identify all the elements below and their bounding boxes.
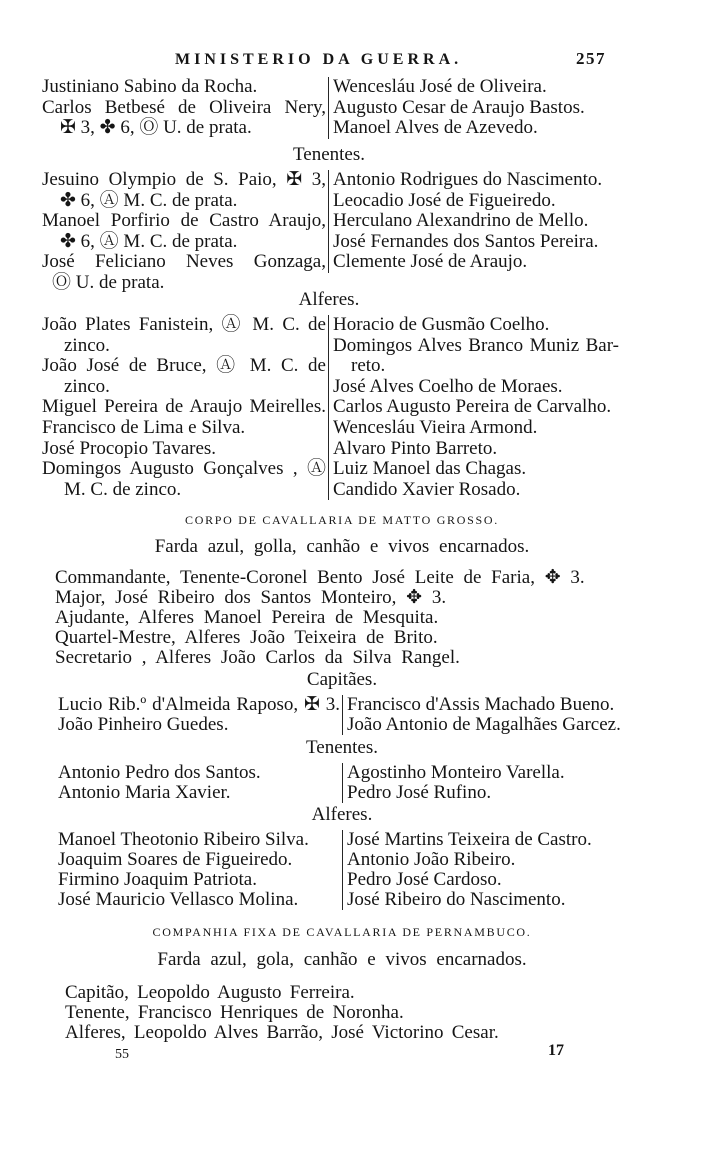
officer-entry: Firmino Joaquim Patriota. [58,869,257,890]
officer-entry: Augusto Cesar de Araujo Bastos. [333,96,585,118]
staff-entry: Commandante, Tenente-Coronel Bento José Leite de Faria, ✥ 3. [55,567,585,588]
officer-entry: Francisco de Lima e Silva. [42,416,246,438]
staff-entry: Alferes, Leopoldo Alves Barrão, José Victorino Cesar. [65,1022,499,1043]
officer-entry: José Procopio Tavares. [42,437,217,459]
officer-entry: José Fernandes dos Santos Pereira. [333,230,599,252]
officer-entry: Luiz Manoel das Chagas. [333,458,527,480]
staff-list-mato-grosso [55,568,675,668]
officer-entry: Antonio Rodrigues do Nascimento. [333,169,603,190]
officer-entry: Carlos Betbesé de Oliveira Nery, [42,96,326,118]
officer-entry: Manoel Alves de Azevedo. [333,117,538,139]
right-column [328,315,619,500]
officer-entry-continuation: zinco. [64,375,110,397]
officer-entry: João Pinheiro Guedes. [58,714,229,735]
rank-heading-tenentes: Tenentes. [305,737,378,758]
officer-entry-continuation: Ⓞ U. de prata. [52,271,165,293]
right-column [342,695,629,735]
rank-heading-tenentes: Tenentes. [292,144,365,165]
section-title-mato-grosso: CORPO DE CAVALLARIA DE MATTO GROSSO. [185,513,499,527]
staff-entry: Major, José Ribeiro dos Santos Monteiro, ✥ 3. [55,587,447,608]
officer-entry: José Alves Coelho de Moraes. [333,375,563,397]
officer-entry: Francisco d'Assis Machado Bueno. [347,694,615,715]
page-number: 257 [576,49,606,68]
officer-entry: Antonio Maria Xavier. [58,782,231,803]
rank-heading-alferes: Alferes. [298,289,360,310]
officer-entry: João Plates Fanistein, Ⓐ M. C. de [42,314,326,335]
officer-entry-continuation: M. C. de zinco. [64,478,182,500]
officer-entry-continuation: reto. [351,355,386,377]
footer-sheet-number: 17 [548,1042,564,1059]
left-column [58,830,340,910]
officer-entry: Antonio João Ribeiro. [347,849,516,870]
staff-entry: Ajudante, Alferes Manoel Pereira de Mesquita. [55,607,439,628]
right-column [342,763,629,803]
officer-entry: Domingos Alves Branco Muniz Bar- [333,334,619,356]
officer-entry: Justiniano Sabino da Rocha. [42,76,258,97]
left-column [58,695,340,735]
section-title-pernambuco: COMPANHIA FIXA DE CAVALLARIA DE PERNAMBUCO. [152,925,532,939]
officer-entry: Wencesláu José de Oliveira. [333,76,547,97]
running-head: MINISTERIO DA GUERRA. [175,51,463,68]
officer-entry: Manoel Theotonio Ribeiro Silva. [58,829,309,850]
officer-entry: Domingos Augusto Gonçalves , Ⓐ [42,458,326,480]
officer-entry: Horacio de Gusmão Coelho. [333,314,550,335]
right-column [342,830,629,910]
rank-heading-capitaes: Capitães. [306,669,378,690]
officer-entry: Leocadio José de Figueiredo. [333,189,556,211]
officer-entry: Alvaro Pinto Barreto. [333,437,498,459]
officer-entry: José Mauricio Vellasco Molina. [58,889,299,910]
officer-entry-continuation: ✠ 3, ✤ 6, Ⓞ U. de prata. [60,117,252,139]
rank-heading-alferes: Alferes. [311,804,373,825]
officer-entry: Pedro José Cardoso. [347,869,502,890]
left-column [42,77,326,139]
staff-entry: Quartel-Mestre, Alferes João Teixeira de Brito. [55,627,438,648]
officer-entry: Joaquim Soares de Figueiredo. [58,849,293,870]
officer-entry: Herculano Alexandrino de Mello. [333,210,589,232]
footer-signature-number: 55 [115,1047,129,1062]
officer-entry: João José de Bruce, Ⓐ M. C. de [42,355,326,377]
right-column [328,77,619,139]
officer-entry-continuation: ✤ 6, Ⓐ M. C. de prata. [60,189,238,211]
left-column [42,315,326,500]
officer-entry-continuation: ✤ 6, Ⓐ M. C. de prata. [60,230,238,252]
staff-list-pernambuco [65,983,665,1043]
officer-entry: Manoel Porfirio de Castro Araujo, [42,210,326,232]
staff-entry: Tenente, Francisco Henriques de Noronha. [65,1002,404,1023]
officer-entry: Jesuino Olympio de S. Paio, ✠ 3, [42,169,326,190]
officer-entry: Candido Xavier Rosado. [333,478,521,500]
officer-entry: José Feliciano Neves Gonzaga, [42,251,326,273]
right-column [328,170,619,273]
officer-entry: Pedro José Rufino. [347,782,492,803]
officer-entry: Clemente José de Araujo. [333,251,528,273]
officer-entry-continuation: zinco. [64,334,110,356]
officer-entry: Lucio Rib.º d'Almeida Raposo, ✠ 3. [58,694,340,715]
left-column [58,763,340,803]
officer-entry: Antonio Pedro dos Santos. [58,762,261,783]
officer-entry: Agostinho Monteiro Varella. [347,762,565,783]
uniform-description: Farda azul, golla, canhão e vivos encarnados. [154,536,530,557]
staff-entry: Capitão, Leopoldo Augusto Ferreira. [65,982,355,1003]
left-column [42,170,326,294]
officer-entry: José Martins Teixeira de Castro. [347,829,592,850]
officer-entry: Carlos Augusto Pereira de Carvalho. [333,396,612,418]
officer-entry: Wencesláu Vieira Armond. [333,416,538,438]
staff-entry: Secretario , Alferes João Carlos da Silva Rangel. [55,647,460,668]
uniform-description: Farda azul, gola, canhão e vivos encarnados. [157,949,527,970]
officer-entry: João Antonio de Magalhães Garcez. [347,714,621,735]
officer-entry: José Ribeiro do Nascimento. [347,889,566,910]
officer-entry: Miguel Pereira de Araujo Meirelles. [42,396,326,418]
